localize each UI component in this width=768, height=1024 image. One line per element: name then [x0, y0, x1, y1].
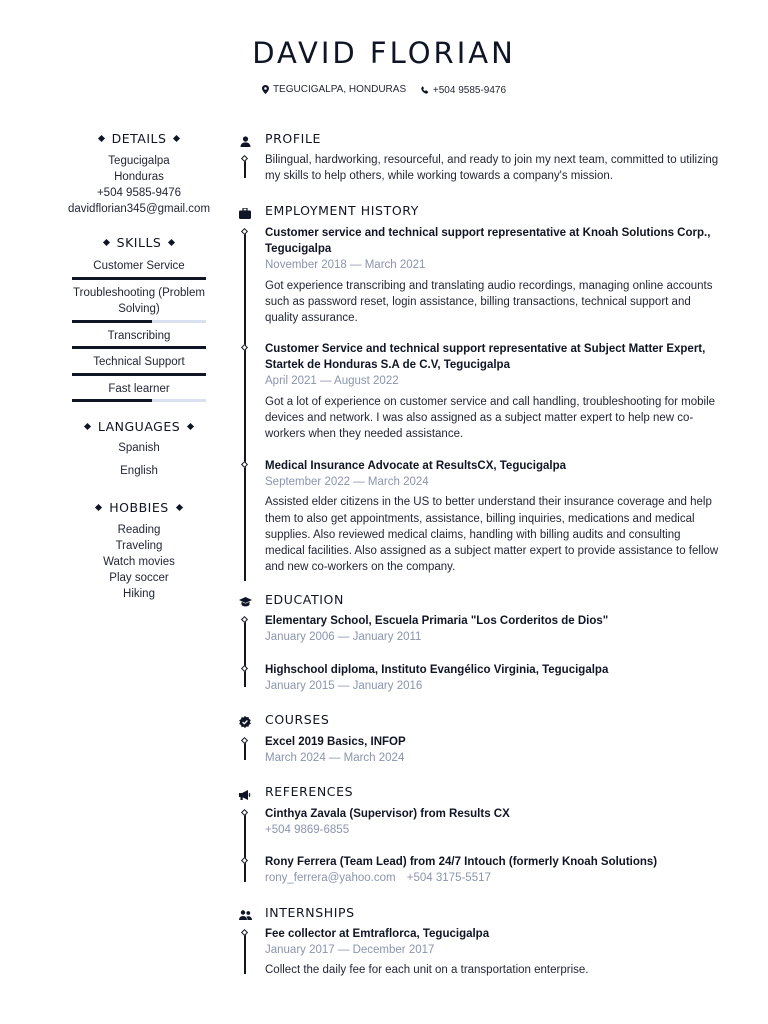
- hobby-item: Hiking: [123, 588, 155, 600]
- internship-dates: January 2017 — December 2017: [265, 944, 435, 957]
- skill-level-fill: [72, 320, 152, 323]
- header-location: [262, 84, 406, 95]
- reference-phone: +504 3175-5517: [406, 872, 491, 885]
- hobby-item: Traveling: [115, 540, 163, 552]
- job-title: Customer Service and technical support representative at Subject Matter Expert, Startek de Honduras S.A de C.V, Tegucigalpa: [265, 343, 706, 372]
- header-location-text: TEGUCIGALPA, HONDURAS: [272, 84, 407, 95]
- timeline-diamond-icon: [240, 809, 247, 816]
- badge-check-icon: [238, 715, 252, 729]
- timeline-line: [244, 231, 246, 581]
- education-title: EDUCATION: [265, 592, 344, 607]
- job-description: Assisted elder citizens in the US to better understand their insurance coverage and help them to also get appointments, assistance, billing inquiries, medications and medical supplies. Also reviewed medical claims, handling with billing audits and consulting medical facilities. Also assigned as a subject matter expert to provide assistance to fellow and new co-workers on the company.: [265, 496, 719, 574]
- languages-title: LANGUAGES: [97, 419, 181, 434]
- timeline-line: [244, 619, 246, 687]
- skill-level-bar: [72, 277, 206, 280]
- internship-description: Collect the daily fee for each unit on a transportation enterprise.: [265, 964, 589, 977]
- diamond-bullet-icon: [98, 135, 105, 142]
- skill-level-fill: [72, 373, 206, 376]
- job-entry: [265, 225, 720, 326]
- details-phone: +504 9585-9476: [96, 187, 182, 199]
- timeline-line: [244, 932, 246, 974]
- details-city: Tegucigalpa: [108, 155, 170, 167]
- job-entry: [265, 341, 720, 442]
- education-dates: January 2015 — January 2016: [265, 680, 423, 693]
- skill-label: Fast learner: [108, 383, 170, 395]
- person-icon: [238, 134, 252, 148]
- resume-name: DAVID FLORIAN: [252, 36, 516, 70]
- skill-label: Troubleshooting (Problem Solving): [73, 287, 205, 315]
- education-dates: January 2006 — January 2011: [265, 631, 422, 644]
- courses-title: COURSES: [265, 712, 330, 727]
- graduation-cap-icon: [238, 595, 252, 609]
- hobby-item: Watch movies: [103, 556, 175, 568]
- skill-label: Transcribing: [107, 330, 171, 342]
- hobbies-heading: [60, 500, 218, 515]
- skill-level-bar: [72, 399, 206, 402]
- job-dates: April 2021 — August 2022: [265, 375, 399, 388]
- reference-entry: [265, 854, 720, 886]
- diamond-bullet-icon: [187, 423, 194, 430]
- details-heading: [60, 131, 218, 146]
- details-country: Honduras: [114, 171, 164, 183]
- reference-email-link[interactable]: rony_ferrera@yahoo.com: [265, 872, 396, 885]
- skills-title: SKILLS: [116, 235, 162, 250]
- internship-title: Fee collector at Emtraflorca, Tegucigalpa: [265, 928, 490, 940]
- hobby-item: Play soccer: [109, 572, 169, 584]
- profile-title: PROFILE: [265, 131, 322, 146]
- diamond-bullet-icon: [84, 423, 91, 430]
- internships-title: INTERNSHIPS: [265, 905, 355, 920]
- hobbies-title: HOBBIES: [109, 500, 169, 515]
- job-dates: September 2022 — March 2024: [265, 476, 429, 489]
- internship-entry: [265, 926, 720, 979]
- job-title: Customer service and technical support representative at Knoah Solutions Corp., Tegucigalpa: [265, 227, 711, 256]
- diamond-bullet-icon: [173, 135, 180, 142]
- references-title: REFERENCES: [265, 784, 354, 799]
- job-dates: November 2018 — March 2021: [265, 259, 426, 272]
- diamond-bullet-icon: [103, 239, 110, 246]
- profile-text: Bilingual, hardworking, resourceful, and ready to join my next team, committed to utilizing my skills to help others, while working towards a company's mission.: [265, 154, 719, 183]
- people-icon: [238, 908, 252, 922]
- skill-label: Customer Service: [93, 260, 185, 272]
- timeline-diamond-icon: [240, 857, 247, 864]
- job-entry: [265, 458, 720, 575]
- job-description: Got experience transcribing and translating audio recordings, managing online accounts such as password reset, login assistance, billing transactions, technical support and quality assurance.: [265, 279, 713, 325]
- details-title: DETAILS: [111, 131, 167, 146]
- megaphone-icon: [238, 788, 252, 802]
- education-entry: [265, 613, 720, 645]
- details-block: [60, 153, 218, 217]
- reference-contact: [265, 870, 720, 886]
- timeline-diamond-icon: [240, 737, 247, 744]
- job-title: Medical Insurance Advocate at ResultsCX, Tegucigalpa: [265, 460, 567, 472]
- education-name: Elementary School, Escuela Primaria "Los Corderitos de Dios": [265, 615, 609, 627]
- course-dates: March 2024 — March 2024: [265, 752, 405, 765]
- reference-name: Rony Ferrera (Team Lead) from 24/7 Intouch (formerly Knoah Solutions): [265, 856, 658, 868]
- course-entry: [265, 734, 720, 766]
- skill-level-bar: [72, 373, 206, 376]
- hobby-item: Reading: [117, 524, 161, 536]
- diamond-bullet-icon: [168, 239, 175, 246]
- employment-title: EMPLOYMENT HISTORY: [265, 203, 419, 218]
- hobbies-list: [60, 522, 218, 602]
- reference-name: Cinthya Zavala (Supervisor) from Results CX: [265, 808, 510, 820]
- language-item: Spanish: [118, 442, 160, 454]
- timeline-diamond-icon: [240, 665, 247, 672]
- reference-phone: +504 9869-6855: [265, 824, 350, 837]
- header-phone: [421, 85, 506, 96]
- skill-level-fill: [72, 346, 206, 349]
- timeline-diamond-icon: [240, 155, 247, 162]
- skill-level-bar: [72, 346, 206, 349]
- phone-icon: [421, 86, 429, 94]
- timeline-diamond-icon: [240, 228, 247, 235]
- course-name: Excel 2019 Basics, INFOP: [265, 736, 406, 748]
- location-pin-icon: [262, 85, 269, 94]
- header-contact: [0, 84, 768, 97]
- languages-heading: [60, 419, 218, 434]
- skills-heading: [60, 235, 218, 250]
- timeline-line: [244, 812, 246, 882]
- language-item: English: [120, 465, 158, 477]
- skill-label: Technical Support: [93, 356, 185, 368]
- job-description: Got a lot of experience on customer service and call handling, troubleshooting for mobile devices and network. I was also assigned as a subject matter expert to help new co-workers when they needed assistance.: [265, 395, 716, 441]
- header-phone-text: +504 9585-9476: [432, 84, 507, 96]
- diamond-bullet-icon: [95, 504, 102, 511]
- timeline-diamond-icon: [240, 929, 247, 936]
- skill-level-fill: [72, 277, 206, 280]
- timeline-diamond-icon: [240, 461, 247, 468]
- reference-entry: [265, 806, 720, 838]
- timeline-diamond-icon: [240, 344, 247, 351]
- details-email-link[interactable]: davidflorian345@gmail.com: [67, 203, 211, 215]
- skill-level-bar: [72, 320, 206, 323]
- briefcase-icon: [238, 206, 252, 220]
- education-entry: [265, 662, 720, 694]
- skill-level-fill: [72, 399, 152, 402]
- timeline-diamond-icon: [240, 616, 247, 623]
- diamond-bullet-icon: [176, 504, 183, 511]
- education-name: Highschool diploma, Instituto Evangélico Virginia, Tegucigalpa: [265, 664, 609, 676]
